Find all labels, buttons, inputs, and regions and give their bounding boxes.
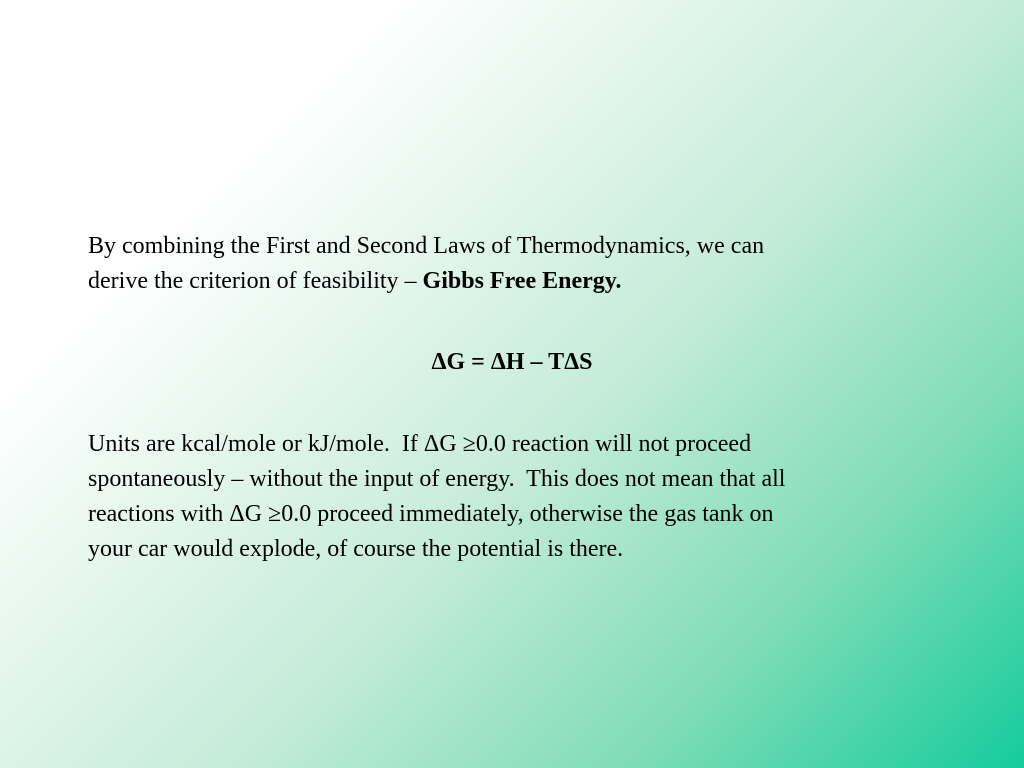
- units-line-1: Units are kcal/mole or kJ/mole. If ΔG ≥0.0 reaction will not proceed: [88, 431, 752, 457]
- intro-line-2-text: derive the criterion of feasibility –: [88, 268, 423, 294]
- units-line-3: reactions with ΔG ≥0.0 proceed immediately, otherwise the gas tank on: [88, 501, 774, 527]
- units-paragraph: [88, 427, 948, 567]
- units-line-2: spontaneously – without the input of energy. This does not mean that all: [88, 466, 786, 492]
- intro-line-2: [88, 264, 948, 299]
- intro-line-1: By combining the First and Second Laws of Thermodynamics, we can: [88, 233, 765, 259]
- units-line-4: your car would explode, of course the potential is there.: [88, 536, 624, 562]
- gibbs-free-energy-term: Gibbs Free Energy.: [422, 268, 622, 294]
- intro-paragraph: [88, 229, 948, 299]
- gibbs-equation: ΔG = ΔH – TΔS: [431, 349, 593, 375]
